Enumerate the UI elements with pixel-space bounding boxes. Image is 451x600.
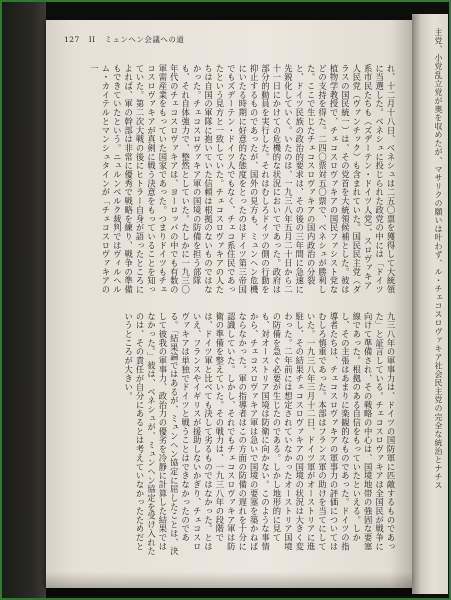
running-header	[64, 34, 364, 48]
paragraph-top: れ、十二月十八日、ベネシュは二五〇票を獲得して大統領に当選した。ベネシュに投じられた政党の中には「ドイツ系市民たちも（ズデーテン・ドイツ人党）、スロヴァキア人民党（ヴァンチック）も含まれていた。国民民主党（ダラスの国民統一）は、その党首を大統領候補とした。彼は植物学教授で、チェコスロヴァキアの国民ファシスト党などの支持を得た。二四〇票対五〇票で、ベネシュが勝利した。ここで生じたチェコスロヴァキアの国内政治の分裂と、ドイツ民族の政治的要求は、その後の三年間に急速に先鋭化していく。いたのは、一九三八年五月二十日から二十一日にかけての危機的な状況においてであった。政府は部分的動員を実行した。それはむしろドイツの側の行動を抑止するものであったが、国外の見方も、ミュンヘン危機にいたる時期に好意的な態度をとったのはドイツ第三帝国でもズデーテン・ドイツ人でもなく、チェコ系住民であったという見方と一致していた。チェコスロヴァキアの人たちは自国の軍隊に抱いていた信頼は根拠のないものではなかった。チェコスロヴァキア軍の国境の防備を担う部隊も、それ自体強力で、整然としていた。たしかに一九三〇年代のチェコスロヴァキアは、ヨーロッパの中でも有数の軍需産業をもっていた国家であった。つまりドイツもチェコスロヴァキアが真剣に戦う決意をもっていることを知っていた。第二次大戦の後にヒトラー自身が語ったところによれば、軍の幹部は非常に優秀で戦略を練り、戦争の準備もできていたという。ニュルンベルク裁判ではヴィルヘルム・カイテルとマンシュタインが「チェコスロヴァキアの一	[89, 64, 396, 295]
book-gutter-shadow	[2, 2, 46, 598]
body-text-bottom-column	[84, 312, 396, 558]
body-text-top-column	[84, 64, 396, 296]
facing-page-paragraph: 主党、小党乱立党が奥を収めたが、マサリクの願いは叶わず、ル・チェコスロヴァキア社会民主党の完全な統治とナチス	[434, 28, 443, 490]
facing-page-text	[420, 28, 444, 588]
page-number: 127	[64, 35, 80, 44]
chapter-number: II	[88, 35, 96, 44]
paragraph-bottom: 九三八年の軍事力は、ドイツの国防軍に匹敵するものであった」と証言している。チェコスロヴァキアは全国民が戦争に向けて準備され、その戦略の中心は、国境地帯の強固な要塞線であった。根拠のある自信をもっていたといえる。しかし、その主張はあまりに楽観的なものであった。ドイツの指導者たちは、チェコスロヴァキアの軍事力の評価についてはむしろ慎重であった。本部はフランス軍の助けを当てにしていた。一九三八年三月十二日、ドイツ軍がオーストリアに進駐し、その結果チェコスロヴァキアの国境の状況は大きく変わった。二年前には想定されていなかったオーストリア国境の防備を急ぐ必要が生じたのである。しかし地形的に見ても、対オーストリア国境は防衛に向かない。このような事情から、チェコスロヴァキア軍は急いで国境の要塞を築かねばならなかった。軍の指導者はこの方面の防備の遅れを十分に認識していた。しかし、それでもチェコスロヴァキア軍は防衛の準備を整えていた。その戦力は、一九三八年の段階では、ドイツ軍と比べても決して劣るものではなかった。とはいえ、フランスやイギリスが援助しないかぎり、チェコスロヴァキアは単独でドイツと戦うことはできなかったのである。「結果論ではあるが、ミュンヘン協定に屈したことは、決して彼我の軍事力、政治力の優劣を冷静に計算した結果ではなかった。」彼は、ベネシュが、ミュンヘン協定を受け入れたのは、その責任が自分にあるとは考えていなかったためだというところが大きい。	[123, 312, 396, 556]
page-bottom-shadow	[46, 572, 412, 596]
chapter-title: ミュンヘン会議への道	[104, 35, 185, 44]
